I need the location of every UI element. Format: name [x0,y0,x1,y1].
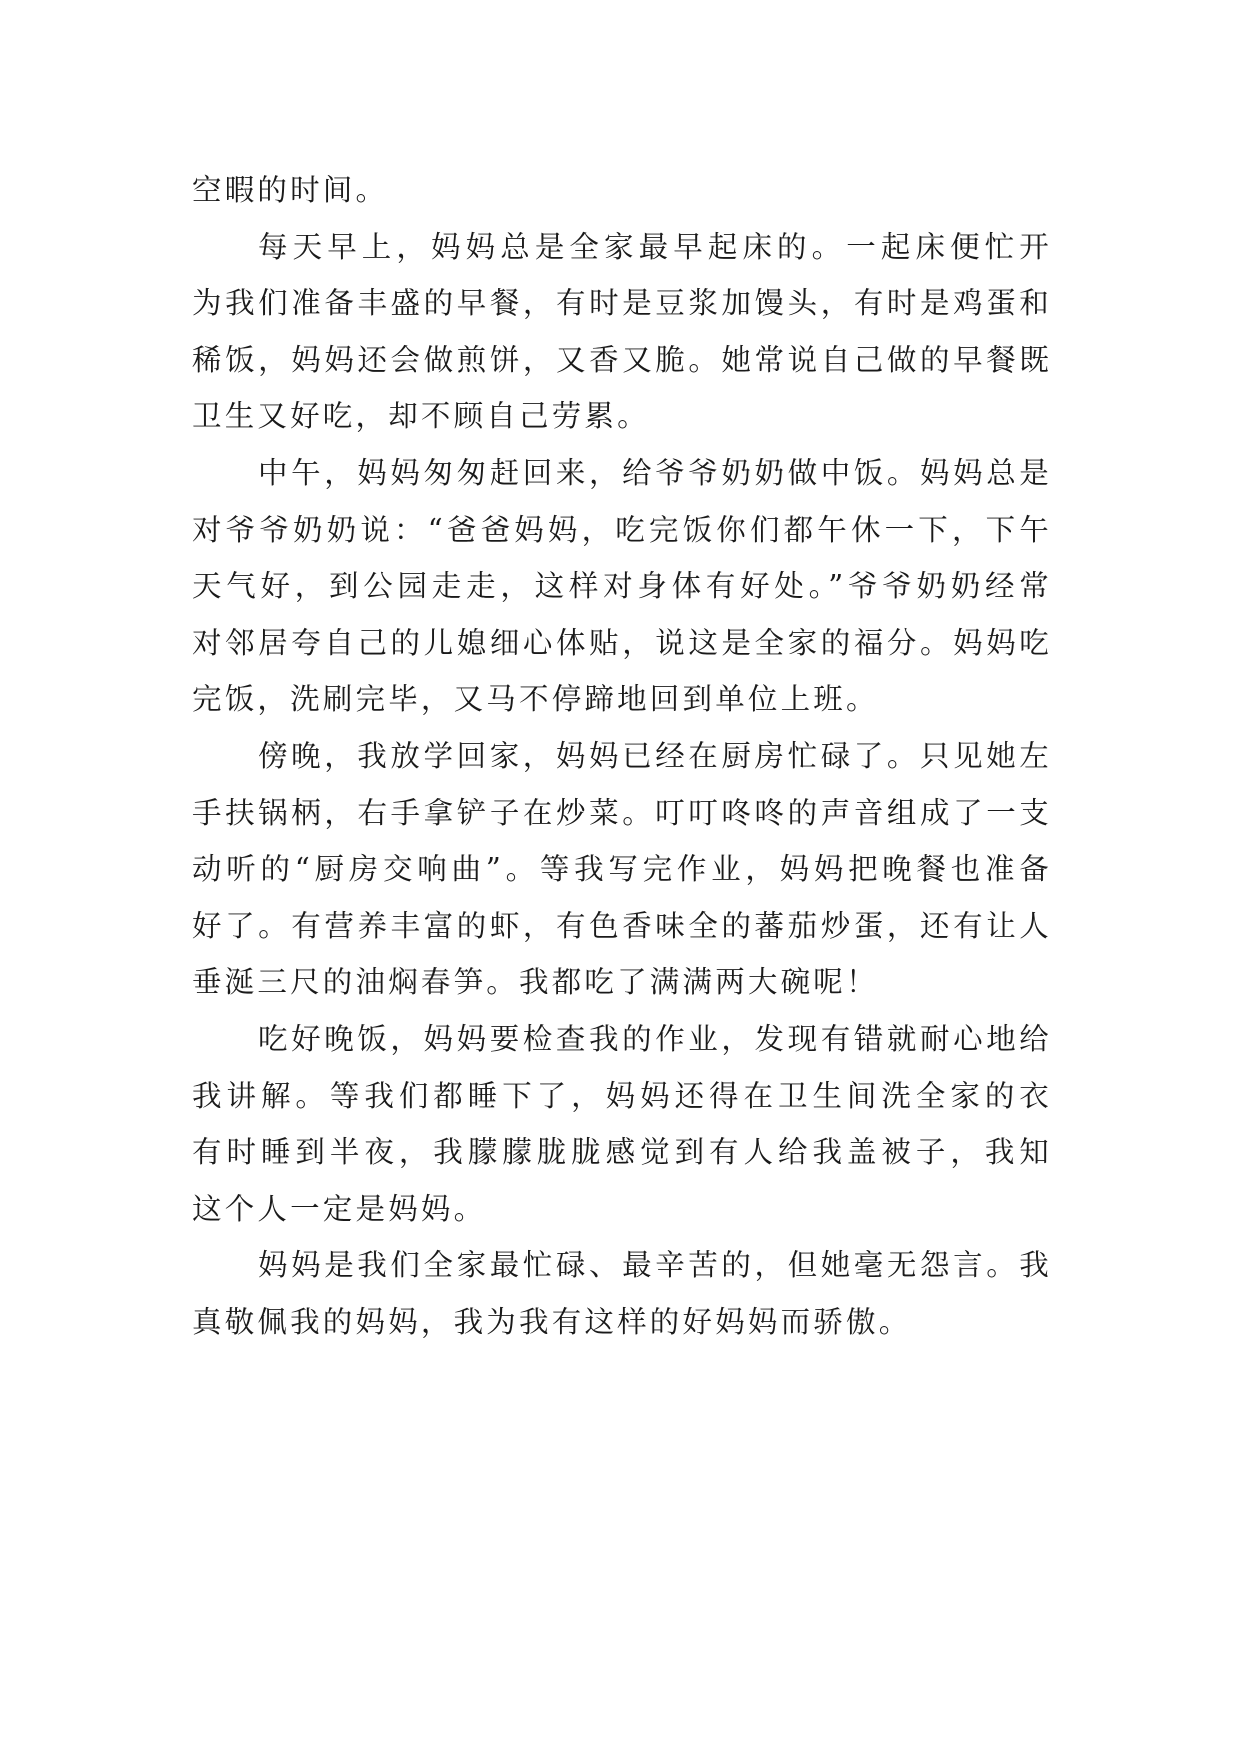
text-line: 为我们准备丰盛的早餐，有时是豆浆加馒头，有时是鸡蛋和 [192,286,1052,321]
text-line: 对爷爷奶奶说：“爸爸妈妈，吃完饭你们都午休一下，下午 [192,512,1052,547]
text-line: 稀饭，妈妈还会做煎饼，又香又脆。她常说自己做的早餐既 [192,342,1052,377]
text-line: 动听的“厨房交响曲”。等我写完作业，妈妈把晚餐也准备 [192,852,1052,887]
text-line: 有时睡到半夜，我朦朦胧胧感觉到有人给我盖被子，我知 [192,1135,1052,1170]
text-line: 真敬佩我的妈妈，我为我有这样的好妈妈而骄傲。 [192,1304,912,1339]
text-line: 对邻居夸自己的儿媳细心体贴，说这是全家的福分。妈妈吃 [192,625,1052,660]
text-line: 空暇的时间。 [192,173,389,207]
text-line: 垂涎三尺的油焖春笋。我都吃了满满两大碗呢！ [192,965,879,1000]
text-line: 我讲解。等我们都睡下了，妈妈还得在卫生间洗全家的衣 [192,1078,1052,1113]
document-body [192,162,1052,1350]
text-line: 每天早上，妈妈总是全家最早起床的。一起床便忙开 [258,229,1052,264]
text-line: 手扶锅柄，右手拿铲子在炒菜。叮叮咚咚的声音组成了一支 [192,795,1052,830]
text-line: 吃好晚饭，妈妈要检查我的作业，发现有错就耐心地给 [258,1021,1052,1056]
text-line: 好了。有营养丰富的虾，有色香味全的蕃茄炒蛋，还有让人 [192,908,1052,943]
text-line: 中午，妈妈匆匆赶回来，给爷爷奶奶做中饭。妈妈总是 [258,455,1052,490]
text-line: 卫生又好吃，却不顾自己劳累。 [192,399,650,434]
text-line: 这个人一定是妈妈。 [192,1191,487,1226]
text-line: 完饭，洗刷完毕，又马不停蹄地回到单位上班。 [192,682,879,717]
text-line: 傍晚，我放学回家，妈妈已经在厨房忙碌了。只见她左 [258,738,1052,773]
text-line: 天气好，到公园走走，这样对身体有好处。”爷爷奶奶经常 [192,569,1052,604]
text-line: 妈妈是我们全家最忙碌、最辛苦的，但她毫无怨言。我 [258,1248,1052,1283]
